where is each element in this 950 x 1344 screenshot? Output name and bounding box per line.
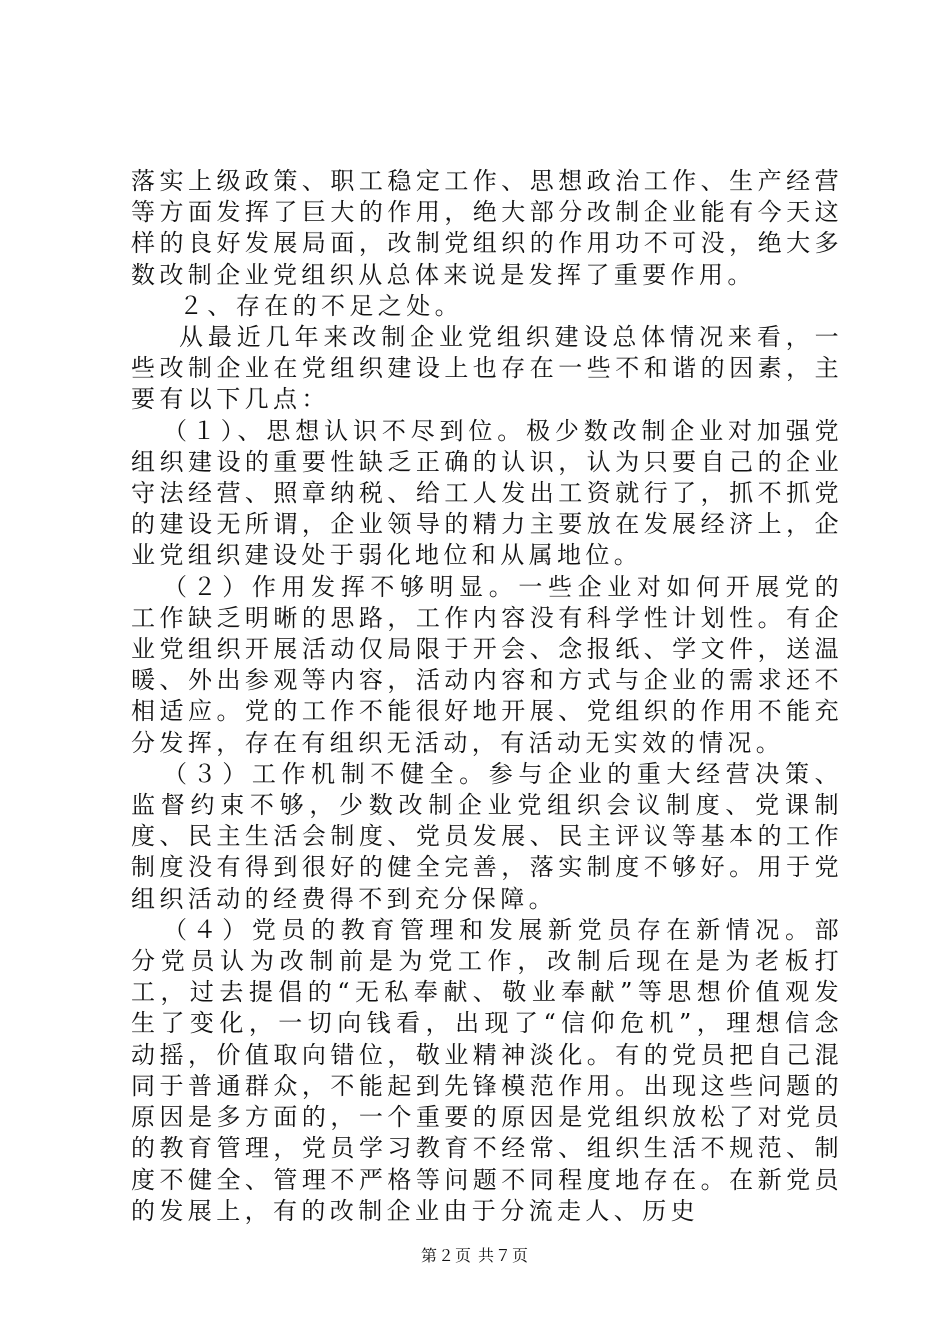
paragraph-item-4: （４）党员的教育管理和发展新党员存在新情况。部分党员认为改制前是为党工作，改制后现在是为老板打工，过去提倡的“无私奉献、敬业奉献”等思想价值观发生了变化，一切向钱看，出现了“信仰危机”，理想信念动摇，价值取向错位，敬业精神淡化。有的党员把自己混同于普通群众，不能起到先锋模范作用。出现这些问题的原因是多方面的，一个重要的原因是党组织放松了对党员的教育管理，党员学习教育不经常、组织生活不规范、制度不健全、管理不严格等问题不同程度地存在。在新党员的发展上，有的改制企业由于分流走人、历史 (131, 915, 843, 1225)
paragraph-item-3: （３）工作机制不健全。参与企业的重大经营决策、监督约束不够，少数改制企业党组织会议制度、党课制度、民主生活会制度、党员发展、民主评议等基本的工作制度没有得到很好的健全完善，落实制度不够好。用于党组织活动的经费得不到充分保障。 (131, 759, 843, 913)
paragraph-item-1: （１）、思想认识不尽到位。极少数改制企业对加强党组织建设的重要性缺乏正确的认识，认为只要自己的企业守法经营、照章纳税、给工人发出工资就行了，抓不抓党的建设无所谓，企业领导的精力主要放在发展经济上，企业党组织建设处于弱化地位和从属地位。 (131, 416, 843, 570)
paragraph-item-2: （２）作用发挥不够明显。一些企业对如何开展党的工作缺乏明晰的思路，工作内容没有科学性计划性。有企业党组织开展活动仅局限于开会、念报纸、学文件，送温暖、外出参观等内容，活动内容和方式与企业的需求还不相适应。党的工作不能很好地开展、党组织的作用不能充分发挥，存在有组织无活动，有活动无实效的情况。 (131, 572, 843, 757)
paragraph-1: 落实上级政策、职工稳定工作、思想政治工作、生产经营等方面发挥了巨大的作用，绝大部分改制企业能有今天这样的良好发展局面，改制党组织的作用功不可没，绝大多数改制企业党组织从总体来说是发挥了重要作用。 (131, 167, 843, 289)
document-body (131, 166, 843, 1227)
paragraph-3: 从最近几年来改制企业党组织建设总体情况来看，一些改制企业在党组织建设上也存在一些不和谐的因素，主要有以下几点： (131, 323, 843, 414)
page-footer: 第２页 共７页 (420, 1246, 530, 1265)
paragraph-2-heading: ２、存在的不足之处。 (179, 291, 463, 320)
